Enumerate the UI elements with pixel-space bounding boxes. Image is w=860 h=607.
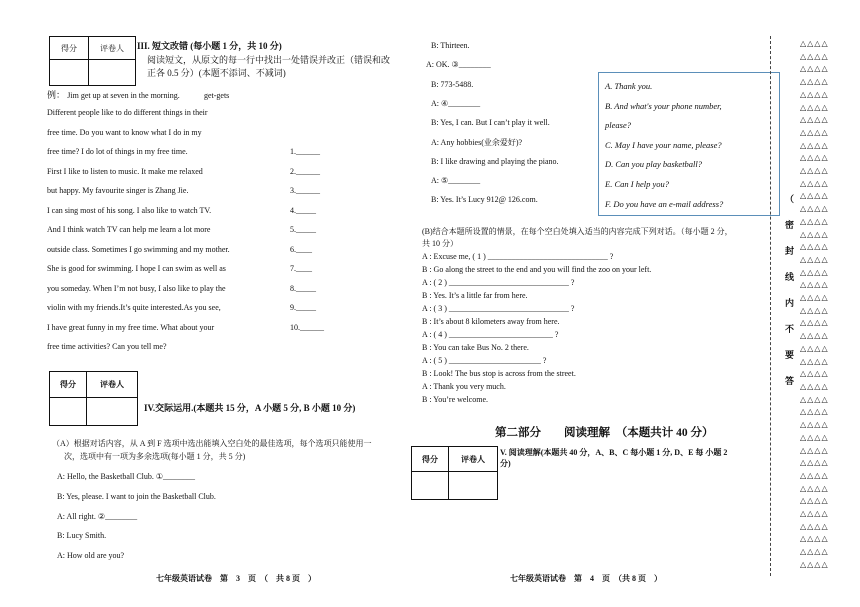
- passage-line: you someday. When I’m not busy, I also like to play the: [47, 283, 226, 293]
- dialog-line: A: Hello, the Basketball Club. ①________: [57, 472, 196, 481]
- passage-line: Different people like to do different things in their: [47, 108, 208, 117]
- partB-line: B : It’s about 8 kilometers away from here.: [422, 317, 560, 326]
- partB-line: A : ( 5 ) _______________________ ?: [422, 356, 547, 365]
- partA-intro-2: 次，选项中有一项为多余选项(每小题 1 分，共 5 分): [64, 452, 246, 461]
- score-table-3: [411, 446, 498, 500]
- partB-line: A : Excuse me, ( 1 ) ______________________________ ?: [422, 252, 614, 261]
- footer-left: 七年级英语试卷 第 3 页 （ 共 8 页 ）: [156, 574, 316, 583]
- option-item: B. And what's your phone number,: [605, 100, 722, 111]
- dialog-line: B: Thirteen.: [431, 41, 470, 50]
- partB-line: A : ( 4 ) __________________________ ?: [422, 330, 559, 339]
- option-item: F. Do you have an e-mail address?: [605, 198, 724, 209]
- partB-intro-2: 共 10 分）: [422, 239, 458, 248]
- option-item: A. Thank you.: [605, 81, 653, 91]
- dialog-line: A: ④________: [431, 98, 481, 108]
- passage-line: free time activities? Can you tell me?: [47, 342, 167, 351]
- dialog-line: B: Yes, I can. But I can’t play it well.: [431, 118, 550, 128]
- answer-blank: 3.______: [290, 186, 320, 195]
- grader-header-3: 评卷人: [449, 447, 498, 472]
- score-header: 得分: [50, 37, 89, 60]
- section5-title-cont: 分): [500, 459, 511, 468]
- section3-title: III. 短文改错 (每小题 1 分，共 10 分): [137, 41, 282, 51]
- partB-line: A : ( 2 ) ______________________________ ?: [422, 278, 575, 287]
- answer-blank: 10.______: [290, 322, 324, 332]
- passage-line: She is good for swimming. I hope I can swim as well as: [47, 264, 226, 273]
- dialog-line: A: OK. ③________: [426, 60, 491, 70]
- dialog-line: A: Any hobbies(业余爱好)?: [431, 137, 523, 147]
- seal-char: 答: [785, 376, 795, 386]
- dialog-line: B: Yes. It’s Lucy 912@ 126.com.: [431, 195, 538, 205]
- partB-line: B : You can take Bus No. 2 there.: [422, 343, 529, 352]
- partA-intro-1: （A）根据对话内容，从 A 到 F 选项中选出能填入空白处的最佳选项，每个选项只能使用一: [52, 439, 372, 448]
- footer-right: 七年级英语试卷 第 4 页 （共 8 页 ）: [510, 574, 662, 583]
- seal-char: 封: [785, 246, 795, 256]
- seal-char: 密: [785, 220, 795, 230]
- score-header-2: 得分: [50, 372, 87, 398]
- section3-desc-2: 正各 0.5 分）(本题不添词、不减词): [147, 68, 286, 78]
- passage-line: First I like to listen to music. It make me relaxed: [47, 166, 203, 176]
- option-item: E. Can I help you?: [605, 179, 669, 189]
- answer-blank: 6.____: [290, 244, 312, 254]
- option-item: please?: [605, 120, 631, 131]
- passage-line: but happy. My favourite singer is Zhang Jie.: [47, 186, 189, 195]
- section3-desc-1: 阅读短文，从原文的每一行中找出一处错误并改正（错误和改: [147, 55, 391, 65]
- answer-blank: 7.____: [290, 264, 312, 273]
- dialog-line: A: How old are you?: [57, 551, 125, 561]
- score-header-3: 得分: [412, 447, 449, 472]
- seal-char: 内: [785, 298, 795, 308]
- answer-blank: 5._____: [290, 225, 316, 234]
- partB-line: B : Yes. It’s a little far from here.: [422, 291, 528, 300]
- example-text: Jim get up at seven in the morning.: [67, 91, 180, 100]
- partB-line: B : You’re welcome.: [422, 395, 488, 404]
- passage-line: free time. Do you want to know what I do in my: [47, 127, 202, 137]
- answer-blank: 4._____: [290, 205, 316, 215]
- option-item: C. May I have your name, please?: [605, 139, 722, 150]
- dialog-line: B: I like drawing and playing the piano.: [431, 156, 559, 166]
- dialog-line: B: 773-5488.: [431, 79, 474, 89]
- answer-blank: 1.______: [290, 147, 320, 156]
- grader-header: 评卷人: [89, 37, 136, 60]
- grader-cell-2[interactable]: [87, 398, 138, 426]
- dialog-line: B: Lucy Smith.: [57, 531, 107, 541]
- example-answer: get-gets: [203, 91, 230, 100]
- part2-title: 第二部分 阅读理解 （本题共计 40 分）: [495, 427, 714, 439]
- grader-header-2: 评卷人: [87, 372, 138, 398]
- score-table: [49, 36, 136, 86]
- passage-line: And I think watch TV can help me learn a lot more: [47, 225, 211, 234]
- passage-line: I have great funny in my free time. What about your: [47, 322, 215, 332]
- example-line: [47, 89, 229, 101]
- passage-line: free time? I do lot of things in my free time.: [47, 147, 188, 156]
- partB-line: A : ( 3 ) ______________________________ ?: [422, 304, 575, 313]
- partB-line: B : Look! The bus stop is across from the street.: [422, 369, 576, 378]
- triangle-pattern: △△△△ △△△△ △△△△ △△△△ △△△△ △△△△ △△△△ △△△△ △△△△ △△△△ △△△△ △△△△ △△△△ △△△△ △△△△ △△△△ △△△△ △△△△ △△△△ △△△△ △△△△ △△△△ △△△△ △△△△ △△△△ △△△△ △△△△ △△△△ △△△△ △△△△ △△△△ △△△△ △△△△ △△△△ △△△△ △△△△ △△△△ △△△△ △△△△ △△△△ △△△△ △△△△: [800, 39, 829, 569]
- score-cell-3[interactable]: [412, 472, 449, 500]
- score-cell[interactable]: [50, 60, 89, 86]
- passage-line: outside class. Sometimes I go swimming and my mother.: [47, 244, 230, 254]
- grader-cell-3[interactable]: [449, 472, 498, 500]
- dialog-line: B: Yes, please. I want to join the Basketball Club.: [57, 491, 216, 501]
- score-table-2: [49, 371, 138, 426]
- dialog-line: A: All right. ②________: [57, 511, 138, 521]
- example-label: 例：: [47, 90, 66, 100]
- answer-blank: 2.______: [290, 166, 320, 176]
- dialog-line: A: ⑤________: [431, 176, 481, 186]
- option-item: D. Can you play basketball?: [605, 159, 703, 170]
- passage-line: I can sing most of his song. I also like to watch TV.: [47, 205, 212, 215]
- section4-title: IV.交际运用.(本题共 15 分，A 小题 5 分, B 小题 10 分): [144, 403, 356, 413]
- seal-char: 线: [785, 272, 795, 282]
- answer-blank: 8._____: [290, 283, 316, 293]
- options-box: [598, 72, 780, 216]
- passage-line: violin with my friends.It’s quite interested.As you see,: [47, 303, 221, 312]
- grader-cell[interactable]: [89, 60, 136, 86]
- partB-line: B : Go along the street to the end and you will find the zoo on your left.: [422, 265, 652, 274]
- seal-char: （: [785, 194, 795, 204]
- answer-blank: 9._____: [290, 303, 316, 312]
- partB-line: A : Thank you very much.: [422, 382, 506, 391]
- section5-title: V. 阅读理解(本题共 40 分，A、B、C 每小题 1 分, D、E 每 小题 2: [500, 448, 728, 457]
- score-cell-2[interactable]: [50, 398, 87, 426]
- partB-intro-1: (B)结合本题所设置的情景，在每个空白处填入适当的内容完成下列对话。（每小题 2 分，: [422, 227, 733, 236]
- seal-char: 要: [785, 350, 795, 360]
- seal-char: 不: [785, 324, 795, 334]
- binding-dashed-line: [770, 36, 771, 576]
